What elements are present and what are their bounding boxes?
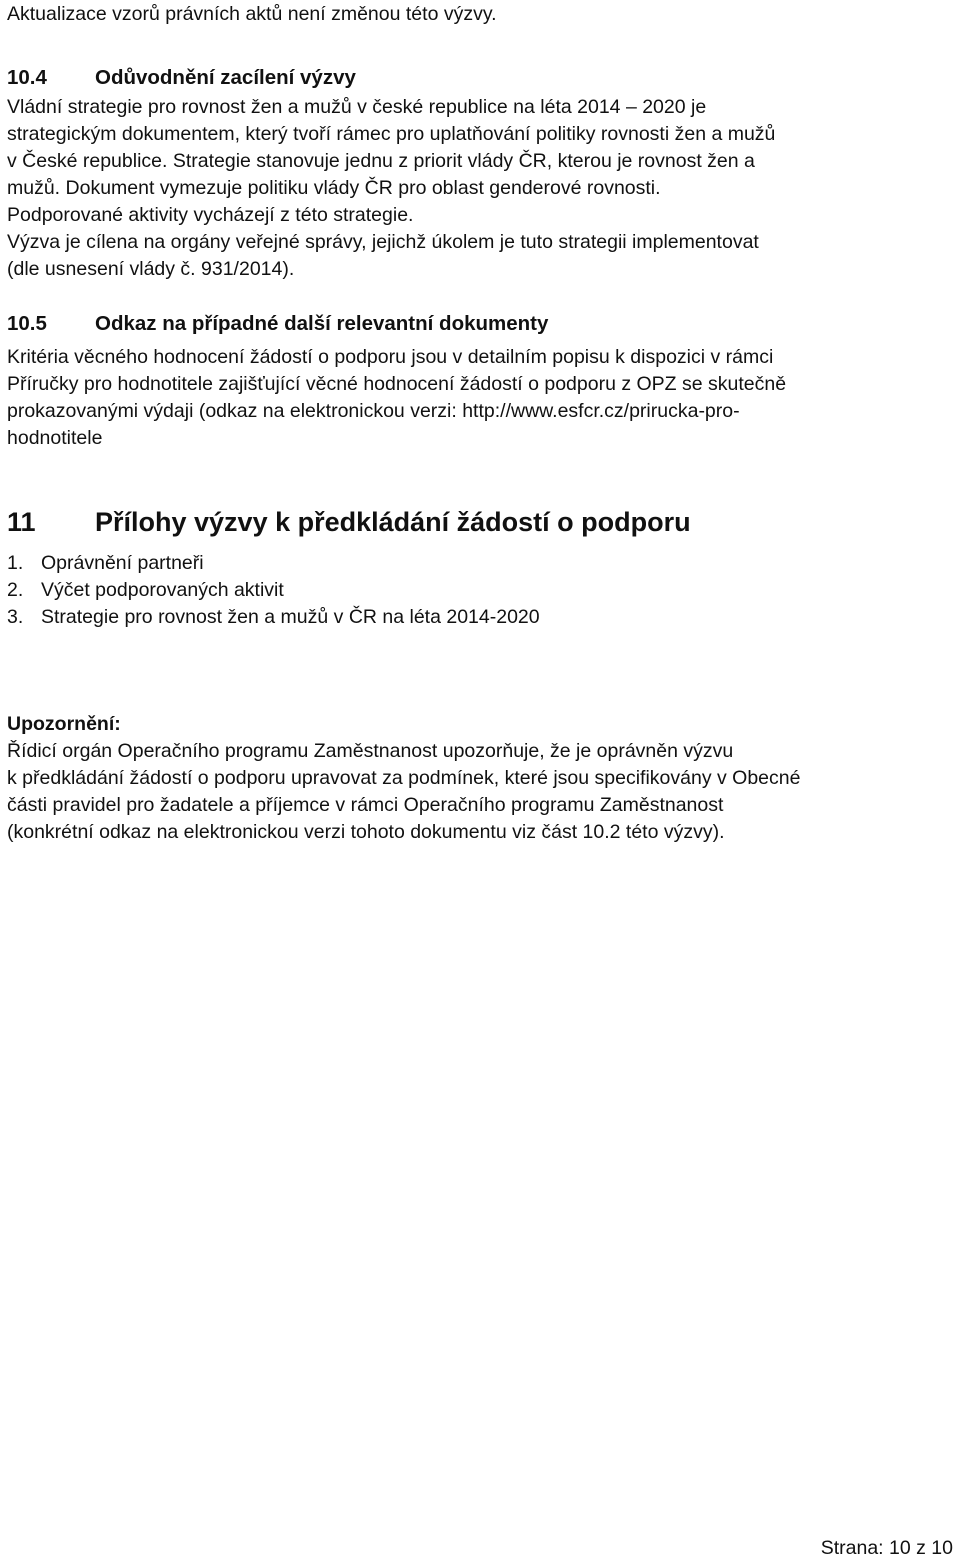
list-text: Výčet podporovaných aktivit bbox=[41, 579, 284, 601]
chapter-heading-11 bbox=[7, 505, 691, 539]
paragraph-line: Vládní strategie pro rovnost žen a mužů v české republice na léta 2014 – 2020 je bbox=[7, 96, 707, 118]
list-item bbox=[7, 577, 284, 604]
section-number: 10.4 bbox=[7, 66, 47, 89]
warning-line: části pravidel pro žadatele a příjemce v rámci Operačního programu Zaměstnanost bbox=[7, 794, 724, 816]
warning-line: Řídicí orgán Operačního programu Zaměstnanost upozorňuje, že je oprávněn výzvu bbox=[7, 740, 734, 762]
list-text: Strategie pro rovnost žen a mužů v ČR na léta 2014-2020 bbox=[41, 606, 540, 628]
paragraph-line: Příručky pro hodnotitele zajišťující věcné hodnocení žádostí o podporu z OPZ se skutečně bbox=[7, 373, 787, 395]
list-item bbox=[7, 550, 204, 577]
paragraph-line: Výzva je cílena na orgány veřejné správy, jejichž úkolem je tuto strategii implementovat bbox=[7, 231, 759, 253]
intro-line: Aktualizace vzorů právních aktů není změnou této výzvy. bbox=[7, 3, 497, 25]
list-number: 3. bbox=[7, 606, 24, 628]
paragraph-line: v České republice. Strategie stanovuje jednu z priorit vlády ČR, kterou je rovnost žen a bbox=[7, 150, 755, 172]
list-item bbox=[7, 604, 540, 631]
section-title: Odkaz na případné další relevantní dokumenty bbox=[95, 312, 549, 335]
list-number: 2. bbox=[7, 579, 24, 601]
list-number: 1. bbox=[7, 552, 24, 574]
section-heading-10-4 bbox=[7, 64, 356, 92]
paragraph-line: Podporované aktivity vycházejí z této strategie. bbox=[7, 204, 414, 226]
paragraph-line: (dle usnesení vlády č. 931/2014). bbox=[7, 258, 295, 280]
list-text: Oprávnění partneři bbox=[41, 552, 204, 574]
section-title: Odůvodnění zacílení výzvy bbox=[95, 66, 356, 89]
paragraph-line: strategickým dokumentem, který tvoří rámec pro uplatňování politiky rovnosti žen a mužů bbox=[7, 123, 776, 145]
paragraph-line: mužů. Dokument vymezuje politiku vlády ČR pro oblast genderové rovnosti. bbox=[7, 177, 661, 199]
warning-line: k předkládání žádostí o podporu upravovat za podmínek, které jsou specifikovány v Obecné bbox=[7, 767, 801, 789]
chapter-title: Přílohy výzvy k předkládání žádostí o podporu bbox=[95, 507, 691, 537]
warning-title: Upozornění: bbox=[7, 713, 121, 735]
chapter-number: 11 bbox=[7, 507, 36, 537]
paragraph-line: prokazovanými výdaji (odkaz na elektronickou verzi: http://www.esfcr.cz/prirucka-pro- bbox=[7, 400, 740, 422]
warning-line: (konkrétní odkaz na elektronickou verzi tohoto dokumentu viz část 10.2 této výzvy). bbox=[7, 821, 725, 843]
page-number: Strana: 10 z 10 bbox=[820, 1537, 953, 1559]
paragraph-line: hodnotitele bbox=[7, 427, 103, 449]
section-number: 10.5 bbox=[7, 312, 47, 335]
paragraph-line: Kritéria věcného hodnocení žádostí o podporu jsou v detailním popisu k dispozici v rámci bbox=[7, 346, 774, 368]
section-heading-10-5 bbox=[7, 310, 548, 338]
